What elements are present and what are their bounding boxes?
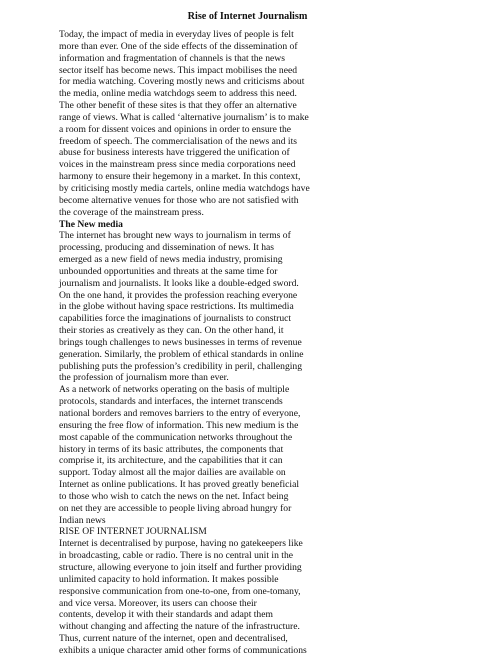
document-body <box>59 29 310 657</box>
text-line: more than ever. One of the side effects of the dissemination of <box>59 40 298 52</box>
text-line: in the globe without having space restrictions. Its multimedia <box>59 301 294 313</box>
text-line: unbounded opportunities and threats at the same time for <box>59 265 278 277</box>
text-line: to those who wish to catch the news on the net. Infact being <box>59 490 289 502</box>
text-line: generation. Similarly, the problem of ethical standards in online <box>59 348 304 360</box>
text-line: and vice versa. Moreover, its users can choose their <box>59 597 257 609</box>
text-line: protocols, standards and interfaces, the internet transcends <box>59 396 283 408</box>
document-title: Rise of Internet Journalism <box>187 11 308 22</box>
text-line: range of views. What is called ‘alternative journalism’ is to make <box>59 111 309 123</box>
text-line: a room for dissent voices and opinions in order to ensure the <box>59 123 292 135</box>
text-line: support. Today almost all the major dailies are available on <box>59 467 286 479</box>
text-line: freedom of speech. The commercialisation of the news and its <box>59 135 297 147</box>
text-line: On the one hand, it provides the profession reaching everyone <box>59 289 298 301</box>
text-line: history in terms of its basic attributes, the components that <box>59 443 284 455</box>
text-line: the profession of journalism more than ever. <box>59 372 229 384</box>
text-line: become alternative venues for those who are not satisfied with <box>59 194 299 206</box>
section-heading: The New media <box>59 218 123 230</box>
text-line: their stories as creatively as they can. On the other hand, it <box>59 325 284 337</box>
text-line: voices in the mainstream press since media corporations need <box>59 159 296 171</box>
text-line: journalism and journalists. It looks like a double-edged sword. <box>59 277 299 289</box>
text-line: on net they are accessible to people living abroad hungry for <box>59 502 292 514</box>
text-line: the coverage of the mainstream press. <box>59 206 204 218</box>
text-line: ensuring the free flow of information. This new medium is the <box>59 419 299 431</box>
text-line: in broadcasting, cable or radio. There is no central unit in the <box>59 550 293 562</box>
text-line: As a network of networks operating on the basis of multiple <box>59 384 290 396</box>
text-line: processing, producing and dissemination of news. It has <box>59 242 275 254</box>
text-line: Indian news <box>59 514 106 526</box>
text-line: Today, the impact of media in everyday lives of people is felt <box>59 29 294 40</box>
text-line: exhibits a unique character amid other forms of communications <box>59 644 307 656</box>
text-line: by criticising mostly media cartels, online media watchdogs have <box>59 182 310 194</box>
text-line: national borders and removes barriers to the entry of everyone, <box>59 408 301 419</box>
text-line: The internet has brought new ways to journalism in terms of <box>59 230 291 242</box>
text-line: Internet is decentralised by purpose, having no gatekeepers like <box>59 538 303 550</box>
text-line: emerged as a new field of news media industry, promising <box>59 254 283 266</box>
text-line: information and fragmentation of channels is that the news <box>59 52 285 64</box>
text-line: abuse for business interests have triggered the unification of <box>59 147 290 159</box>
text-line: harmony to ensure their hegemony in a market. In this context, <box>59 171 301 183</box>
text-line: capabilities force the imaginations of journalists to construct <box>59 313 292 325</box>
text-line: sector itself has become news. This impact mobilises the need <box>59 64 298 76</box>
text-line: structure, allowing everyone to join itself and further providing <box>59 561 302 573</box>
text-line: The other benefit of these sites is that they offer an alternative <box>59 100 297 112</box>
text-line: RISE OF INTERNET JOURNALISM <box>59 526 207 538</box>
text-line: Thus, current nature of the internet, open and decentralised, <box>59 633 288 645</box>
text-line: responsive communication from one-to-one, from one-tomany, <box>59 585 301 597</box>
text-line: comprise it, its architecture, and the capabilities that it can <box>59 455 283 467</box>
text-line: publishing puts the profession’s credibility in peril, challenging <box>59 360 303 372</box>
text-line: contents, develop it with their standards and adapt them <box>59 609 273 621</box>
text-line: for media watching. Covering mostly news and criticisms about <box>59 76 305 88</box>
text-line: Internet as online publications. It has proved greatly beneficial <box>59 479 300 491</box>
text-line: the media, online media watchdogs seem to address this need. <box>59 88 297 100</box>
text-line: most capable of the communication networks throughout the <box>59 431 293 443</box>
text-line: unlimited capacity to hold information. It makes possible <box>59 573 279 585</box>
text-line: brings tough challenges to news businesses in terms of revenue <box>59 336 302 348</box>
text-line: without changing and affecting the nature of the infrastructure. <box>59 621 300 633</box>
